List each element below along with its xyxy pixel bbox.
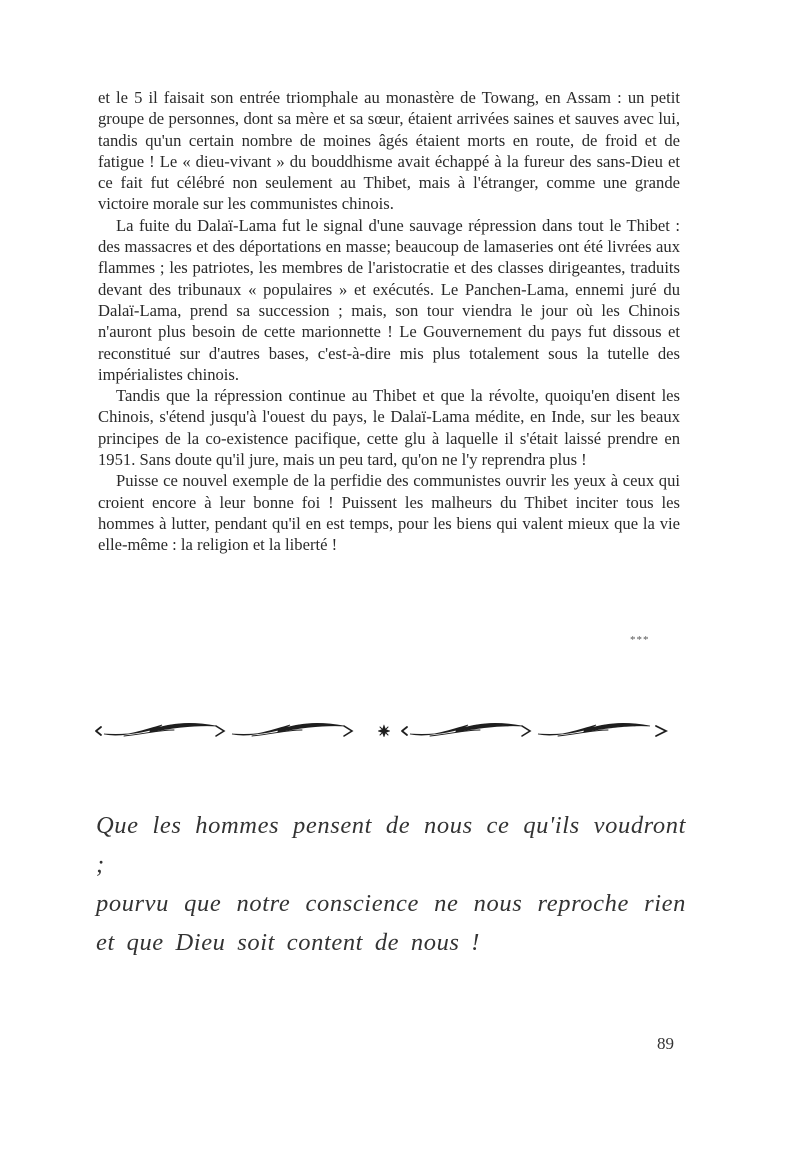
quote-line-1: Que les hommes pensent de nous ce qu'ils voudront ; — [96, 812, 686, 878]
decorative-divider-ornament — [92, 718, 688, 744]
page-number: 89 — [657, 1034, 674, 1053]
section-end-mark: *** — [630, 634, 650, 646]
paragraph-4: Puisse ce nouvel exemple de la perfidie des communistes ouvrir les yeux à ceux qui croient encore à leur bonne foi ! Puissent les malheurs du Thibet inciter tous les hommes à lutter, pendant qu'il en est temps, pour les biens qui valent mieux que la vie elle-même : la religion et la liberté ! — [98, 471, 680, 555]
quote-line-2: pourvu que notre conscience ne nous reproche rien — [96, 890, 686, 917]
paragraph-3: Tandis que la répression continue au Thibet et que la révolte, quoiqu'en disent les Chinois, s'étend jusqu'à l'ouest du pays, le Dalaï-Lama médite, en Inde, sur les beaux principes de la co-existence pacifique, cette glu à laquelle il s'était laissé prendre en 1951. Sans doute qu'il jure, mais un peu tard, qu'on ne l'y reprendra plus ! — [98, 386, 680, 470]
article-body — [98, 87, 680, 556]
paragraph-2: La fuite du Dalaï-Lama fut le signal d'une sauvage répression dans tout le Thibet : des massacres et des déportations en masse; beaucoup de lamaseries ont été livrées aux flammes ; les patriotes, les membres de l'aristocratie et des classes dirigeantes, traduits devant des tribunaux « populaires » et exécutés. Le Panchen-Lama, ennemi juré du Dalaï-Lama, prend sa succession ; mais, son tour viendra le jour où les Chinois n'auront plus besoin de cette marionnette ! Le Gouvernement du pays fut dissous et reconstitué sur d'autres bases, c'est-à-dire mis plus totalement sous la tutelle des impérialistes chinois. — [98, 215, 680, 384]
quote-line-3: et que Dieu soit content de nous ! — [96, 929, 481, 956]
closing-quote — [96, 806, 686, 962]
paragraph-1: et le 5 il faisait son entrée triomphale au monastère de Towang, en Assam : un petit groupe de personnes, dont sa mère et sa sœur, étaient arrivées saines et sauves avec lui, tandis qu'un certain nombre de moines âgés étaient morts en route, de froid et de fatigue ! Le « dieu-vivant » du bouddhisme avait échappé à la fureur des sans-Dieu et ce fait fut célébré non seulement au Thibet, mais à l'étranger, comme une grande victoire morale sur les communistes chinois. — [98, 88, 680, 214]
